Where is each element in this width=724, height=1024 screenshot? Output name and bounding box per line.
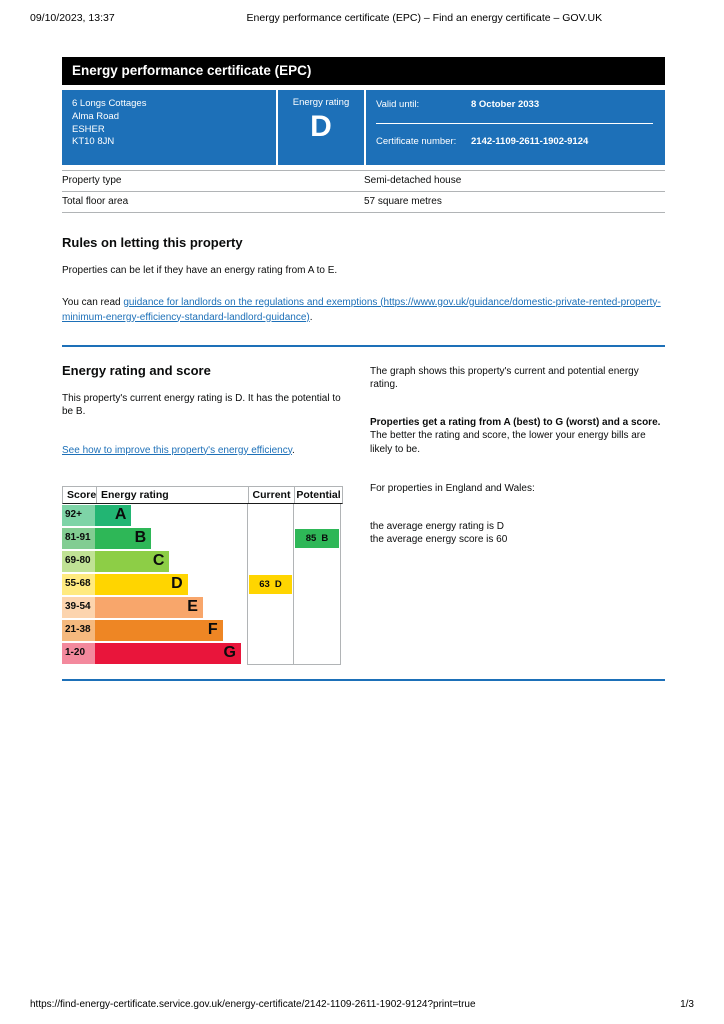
rating-explanation (370, 416, 665, 457)
print-url: https://find-energy-certificate.service.gov.uk/energy-certificate/2142-1109-2611-1902-9124?print=true (30, 999, 476, 1010)
graph-description: The graph shows this property's current and potential energy rating. (370, 365, 639, 390)
section-divider-top (62, 345, 665, 347)
averages-paragraph (370, 520, 665, 547)
certificate-number-label: Certificate number: (376, 136, 457, 147)
epc-band-row-d (62, 573, 343, 596)
band-bar-cell (95, 620, 247, 641)
band-bar-cell (95, 643, 247, 664)
epc-band-row-b (62, 527, 343, 550)
rating-paragraph: This property's current energy rating is D. It has the potential to be B. (62, 392, 341, 417)
marker-score: 63 (259, 578, 270, 590)
rating-section (62, 355, 665, 665)
band-score-range: 69-80 (62, 551, 95, 572)
epc-band-row-c (62, 550, 343, 573)
energy-rating-box (278, 90, 364, 165)
current-column-cell (247, 619, 293, 642)
potential-column-cell (293, 504, 341, 527)
validity-divider (376, 123, 653, 124)
browser-print-header (0, 0, 724, 24)
epc-band-row-f (62, 619, 343, 642)
band-bar: A (95, 505, 131, 526)
chart-header-potential: Potential (294, 487, 342, 503)
band-bar: B (95, 528, 151, 549)
chart-band-rows (62, 504, 343, 665)
table-row (62, 171, 665, 192)
summary-panel (62, 90, 665, 165)
validity-box (366, 90, 665, 165)
current-column-cell (247, 573, 293, 596)
band-bar-cell (95, 528, 247, 549)
band-bar-cell (95, 551, 247, 572)
chart-header-row (62, 486, 343, 504)
rules-paragraph: Properties can be let if they have an energy rating from A to E. (62, 265, 338, 276)
potential-column-cell (293, 550, 341, 573)
valid-until-label: Valid until: (376, 99, 420, 110)
potential-column-cell (293, 527, 341, 550)
band-bar-cell (95, 574, 247, 595)
epc-band-row-e (62, 596, 343, 619)
valid-until-row (376, 99, 653, 110)
average-score-line: the average energy score is 60 (370, 534, 508, 545)
certificate-content (62, 57, 665, 681)
landlord-guidance-link[interactable]: guidance for landlords on the regulations and exemptions (https://www.gov.uk/guidance/domestic-private-rented-property-minimum-energy-efficiency-standard-landlord-guidance) (62, 296, 661, 323)
band-score-range: 21-38 (62, 620, 95, 641)
address-line-3: ESHER (72, 123, 105, 135)
address-line-1: 6 Longs Cottages (72, 98, 147, 109)
certificate-number-row (376, 136, 653, 147)
guidance-prefix: You can read (62, 296, 124, 308)
band-bar-cell (95, 597, 247, 618)
epc-banner-title: Energy performance certificate (EPC) (72, 63, 312, 78)
potential-column-cell (293, 596, 341, 619)
print-page-title: Energy performance certificate (EPC) – Find an energy certificate – GOV.UK (246, 12, 603, 24)
browser-print-footer (30, 999, 694, 1010)
floor-area-value: 57 square metres (364, 196, 442, 207)
epc-banner (62, 57, 665, 85)
current-column-cell (247, 596, 293, 619)
chart-header-score: Score (67, 488, 96, 501)
england-wales-intro: For properties in England and Wales: (370, 483, 535, 494)
floor-area-label: Total floor area (62, 196, 129, 207)
energy-rating-chart (62, 486, 343, 665)
current-column-cell (247, 550, 293, 573)
band-score-range: 39-54 (62, 597, 95, 618)
band-bar-cell (95, 505, 247, 526)
band-score-range: 92+ (62, 505, 95, 526)
improve-paragraph (62, 443, 345, 458)
rating-explanation-rest: The better the rating and score, the lower your energy bills are likely to be. (370, 430, 646, 455)
band-score-range: 81-91 (62, 528, 95, 549)
table-row (62, 192, 665, 213)
property-details-table (62, 170, 665, 213)
band-bar: F (95, 620, 223, 641)
band-score-range: 1-20 (62, 643, 95, 664)
current-column-cell (247, 527, 293, 550)
guidance-suffix: . (309, 311, 313, 323)
marker-letter: D (274, 578, 282, 590)
potential-rating-marker (295, 529, 339, 548)
rating-section-right (370, 355, 665, 665)
potential-column-cell (293, 619, 341, 642)
current-column-cell (247, 642, 293, 665)
band-bar: D (95, 574, 188, 595)
page-indicator: 1/3 (680, 999, 694, 1010)
guidance-paragraph (62, 295, 665, 325)
property-address (62, 90, 276, 165)
rating-section-left (62, 355, 345, 665)
average-rating-line: the average energy rating is D (370, 520, 504, 532)
chart-header-current: Current (248, 487, 294, 503)
rating-heading: Energy rating and score (62, 362, 211, 378)
marker-score: 85 (305, 532, 317, 544)
marker-letter: B (321, 532, 329, 544)
print-datetime: 09/10/2023, 13:37 (30, 12, 115, 24)
potential-column-cell (293, 573, 341, 596)
section-divider-bottom (62, 679, 665, 681)
band-bar: C (95, 551, 169, 572)
address-line-2: Alma Road (72, 110, 119, 122)
marker-label (249, 575, 292, 594)
property-type-value: Semi-detached house (364, 175, 462, 186)
energy-rating-value: D (310, 110, 332, 143)
rules-heading: Rules on letting this property (62, 235, 243, 250)
property-type-label: Property type (62, 175, 122, 186)
epc-band-row-g (62, 642, 343, 665)
band-bar: E (95, 597, 203, 618)
band-score-range: 55-68 (62, 574, 95, 595)
energy-rating-label: Energy rating (292, 97, 350, 108)
chart-header-energy-rating: Energy rating (96, 487, 248, 503)
marker-label (295, 529, 339, 548)
valid-until-value: 8 October 2033 (471, 99, 540, 110)
improve-efficiency-link[interactable]: See how to improve this property's energy efficiency (62, 444, 292, 456)
epc-band-row-a (62, 504, 343, 527)
current-column-cell (247, 504, 293, 527)
current-rating-marker (249, 575, 292, 594)
certificate-number-value: 2142-1109-2611-1902-9124 (471, 136, 589, 147)
potential-column-cell (293, 642, 341, 665)
improve-suffix: . (292, 444, 295, 456)
rating-explanation-bold: Properties get a rating from A (best) to G (worst) and a score. (370, 416, 661, 428)
band-bar: G (95, 643, 241, 664)
address-line-4: KT10 8JN (72, 136, 115, 148)
